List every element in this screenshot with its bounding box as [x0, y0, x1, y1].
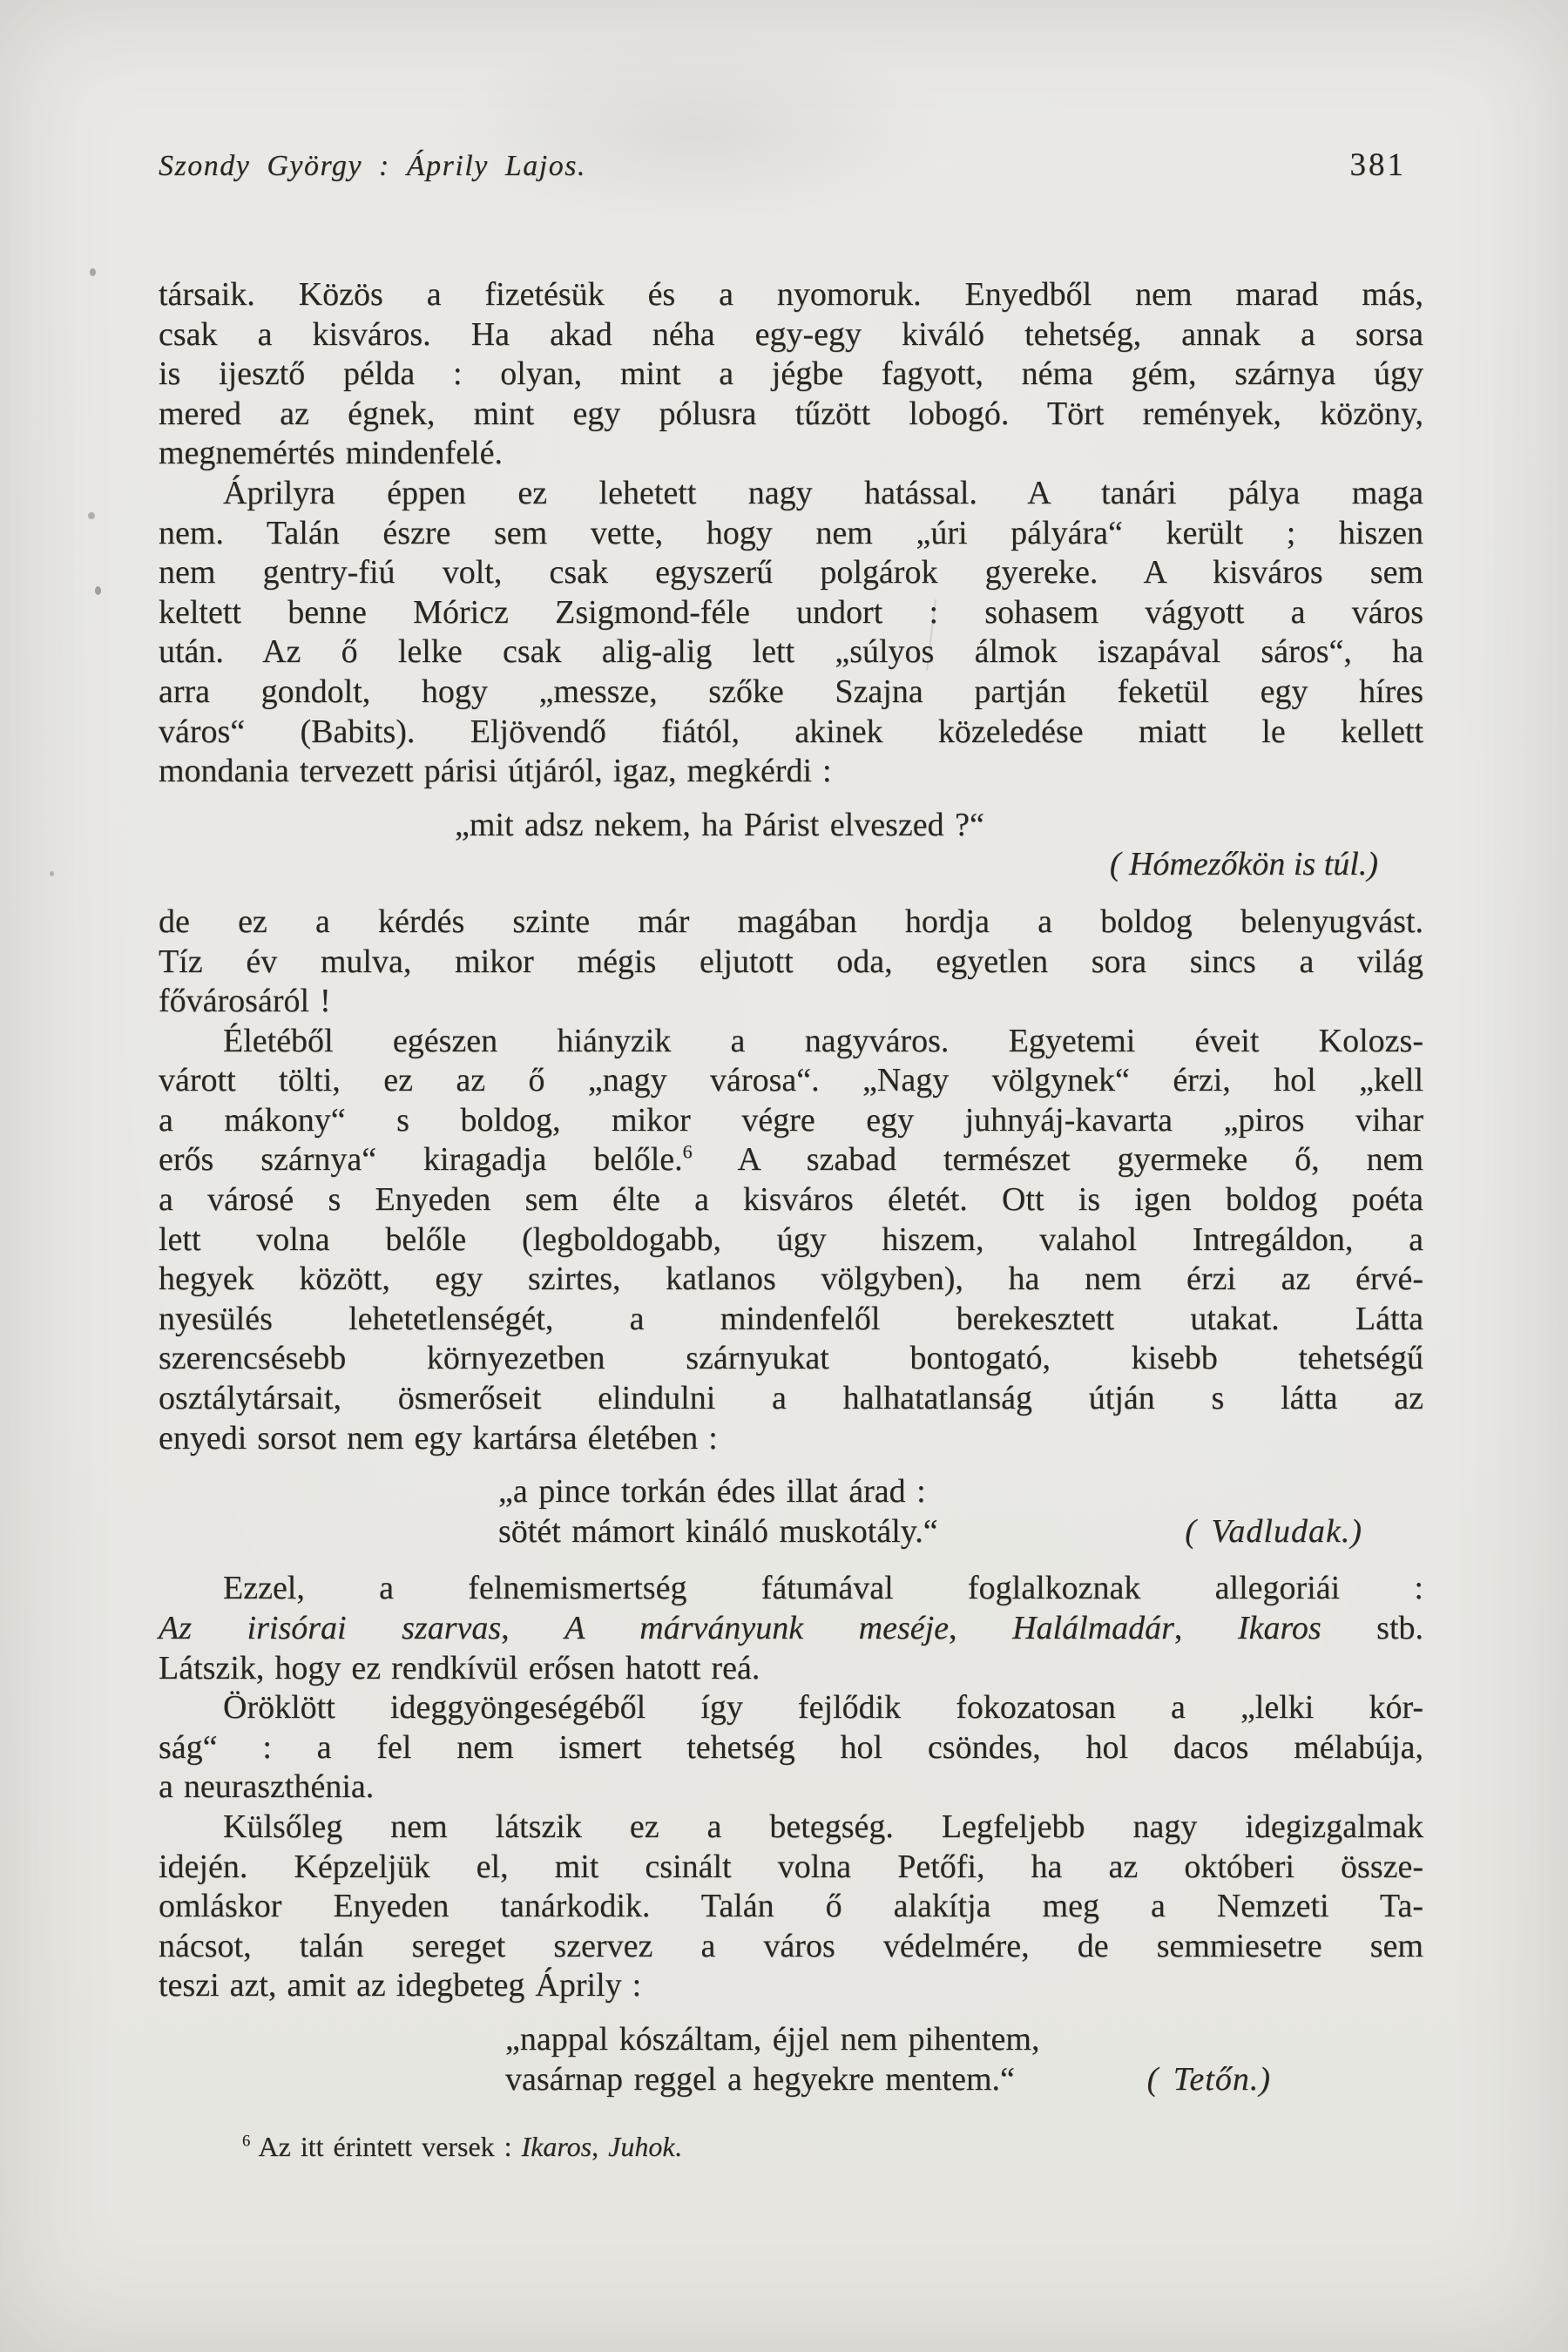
verse-quote [159, 1472, 1423, 1551]
text-line: omláskor Enyeden tanárkodik. Talán ő alakítja meg a Nemzeti Ta- [159, 1888, 1423, 1925]
scan-speck [50, 871, 54, 876]
text-line: társaik. Közös a fizetésük és a nyomoruk. Enyedből nem marad más, [159, 276, 1423, 313]
text-line [159, 1609, 1423, 1649]
text-line: szerencsésebb környezetben szárnyukat bontogató, kisebb tehetségű [159, 1340, 1423, 1377]
text-line: csak a kisváros. Ha akad néha egy-egy kiváló tehetség, annak a sorsa [159, 315, 1423, 353]
italic-title: Halálmadár [1012, 1610, 1174, 1646]
quote-line: sötét mámort kináló muskotály.“ ( Vadludak.) [498, 1512, 1423, 1552]
text-line: várott tölti, ez az ő „nagy városa“. „Nagy völgynek“ érzi, hol „kell [159, 1062, 1423, 1099]
text-line: Külsőleg nem látszik ez a betegség. Legfeljebb nagy idegizgalmak [223, 1808, 1423, 1845]
text-line: lett volna belőle (legboldogabb, úgy hiszem, valahol Intregáldon, a [159, 1220, 1423, 1258]
paragraph [159, 474, 1423, 792]
text-line: is ijesztő példa : olyan, mint a jégbe fagyott, néma gém, szárnya úgy [159, 355, 1423, 393]
text-line: hegyek között, egy szirtes, katlanos völgyben), ha nem érzi az érvé- [159, 1260, 1423, 1298]
text-line: Ezzel, a felnemismertség fátumával foglalkoznak allegoriái : [223, 1570, 1423, 1607]
text-segment: stb. [1321, 1610, 1423, 1646]
footnote-marker: 6 [242, 2132, 251, 2151]
paragraph [159, 1808, 1423, 2006]
text-segment: A szabad természet gyermeke ő, nem [692, 1141, 1424, 1179]
scan-speck [88, 512, 95, 519]
text-segment: erős szárnya“ kiragadja belőle. [159, 1141, 683, 1179]
page-number: 381 [1349, 147, 1406, 183]
text-line: mondania tervezett párisi útjáról, igaz, megkérdi : [159, 753, 832, 790]
text-line: ság“ : a fel nem ismert tehetség hol csöndes, hol dacos mélabúja, [159, 1728, 1423, 1766]
verse-quote [159, 2020, 1423, 2099]
text-line: Életéből egészen hiányzik a nagyváros. Egyetemi éveit Kolozs- [223, 1022, 1423, 1059]
text-segment: , [591, 2131, 609, 2163]
text-line: a mákony“ s boldog, mikor végre egy juhnyáj-kavarta „piros vihar [159, 1101, 1423, 1139]
text-line: nyesülés lehetetlenségét, a mindenfelől berekesztett utakat. Látta [159, 1300, 1423, 1337]
text-line: osztálytársait, ösmerőseit elindulni a halhatatlanság útján s látta az [159, 1380, 1423, 1417]
footnote-marker: 6 [682, 1140, 693, 1163]
text-line: megnemértés mindenfelé. [159, 435, 504, 472]
text-line: város“ (Babits). Eljövendő fiától, akinek közeledése miatt le kellett [159, 713, 1423, 750]
paragraph [159, 1569, 1423, 1688]
text-line: után. Az ő lelke csak alig-alig lett „súlyos álmok iszapával sáros“, ha [159, 633, 1423, 671]
text-line: a városé s Enyeden sem élte a kisváros életét. Ott is igen boldog poéta [159, 1181, 1423, 1219]
text-line: idején. Képzeljük el, mit csinált volna Petőfi, ha az októberi össze- [159, 1848, 1423, 1885]
text-segment: , [1173, 1610, 1238, 1646]
text-line: fővárosáról ! [159, 983, 331, 1020]
text-line: Tíz év mulva, mikor mégis eljutott oda, egyetlen sora sincs a világ [159, 943, 1423, 980]
quote-attribution: ( Hómezőkön is túl.) [1109, 846, 1378, 883]
quote-line: „mit adsz nekem, ha Párist elveszed ?“ [455, 806, 984, 843]
italic-title: Az irisórai szarvas [159, 1610, 502, 1646]
text-line: Öröklött ideggyöngeségéből így fejlődik fokozatosan a „lelki kór- [223, 1689, 1423, 1727]
paragraph [159, 902, 1423, 1022]
quote-line: vasárnap reggel a hegyekre mentem.“ ( Tetőn.) [505, 2060, 1423, 2100]
text-line: teszi azt, amit az idegbeteg Áprily : [159, 1967, 642, 2004]
text-line: a neuraszthénia. [159, 1768, 375, 1806]
paragraph [159, 1022, 1423, 1459]
text-segment: , [949, 1610, 1013, 1646]
italic-title: Juhok [608, 2131, 675, 2163]
quote-line: „nappal kószáltam, éjjel nem pihentem, [505, 2020, 1040, 2058]
text-line: nem. Talán észre sem vette, hogy nem „úri pályára“ került ; hiszen [159, 514, 1423, 551]
scan-speck [95, 586, 101, 595]
paragraph [159, 1688, 1423, 1808]
italic-title: A márványunk meséje [564, 1610, 950, 1646]
text-line: arra gondolt, hogy „messze, szőke Szajna partján feketül egy híres [159, 672, 1423, 710]
text-line: keltett benne Móricz Zsigmond-féle undort : sohasem vágyott a város [159, 593, 1423, 631]
text-segment: Az itt érintett versek : [250, 2131, 522, 2163]
running-title: Szondy György : Áprily Lajos. [159, 150, 586, 182]
page-header [159, 146, 1406, 184]
page-body [159, 275, 1423, 2164]
italic-title: Ikaros [521, 2131, 592, 2163]
text-line: Áprilyra éppen ez lehetett nagy hatással. A tanári pálya maga [223, 474, 1423, 511]
text-line: nem gentry-fiú volt, csak egyszerű polgárok gyereke. A kisváros sem [159, 554, 1423, 591]
text-segment: , [501, 1610, 565, 1646]
text-segment: . [674, 2131, 682, 2163]
text-line: mered az égnek, mint egy pólusra tűzött lobogó. Tört remények, közöny, [159, 395, 1423, 432]
text-line [159, 1140, 1423, 1180]
text-line: enyedi sorsot nem egy kartársa életében : [159, 1419, 718, 1456]
quote-attribution: ( Tetőn.) [1146, 2060, 1271, 2098]
text-line: de ez a kérdés szinte már magában hordja a boldog belenyugvást. [159, 902, 1423, 940]
paragraph [159, 275, 1423, 474]
italic-title: Ikaros [1237, 1610, 1321, 1646]
footnote [242, 2129, 1423, 2164]
verse-quote [159, 806, 1423, 885]
text-line: Látszik, hogy ez rendkívül erősen hatott reá. [159, 1649, 760, 1686]
quote-line: „a pince torkán édes illat árad : [498, 1473, 926, 1511]
quote-attribution: ( Vadludak.) [1185, 1512, 1362, 1550]
text-line: nácsot, talán sereget szervez a város védelmére, de semmiesetre sem [159, 1927, 1423, 1964]
scan-speck [90, 268, 96, 276]
